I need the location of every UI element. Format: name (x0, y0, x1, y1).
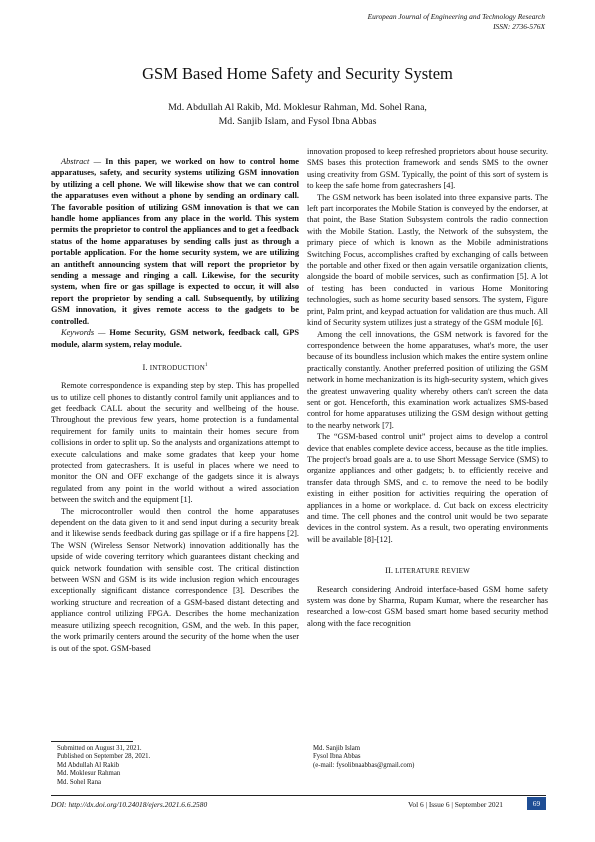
footnote-left (57, 745, 297, 787)
section-heading-literature-review (307, 565, 548, 577)
paper-title: GSM Based Home Safety and Security System (142, 64, 453, 83)
footnote-right (313, 745, 548, 770)
right-paragraph-2: The GSM network has been isolated into three expansive parts. The left part incorporates the Mobile Station is conveyed by the endorser, at that point, the Base Station Subsystem controls the radio connection with the Mobile Station. Lastly, the Network of the subsystem, the primary piece of which is known as the Mobile administrations Switching Focus, accomplishes crafted by exchanging of calls between the portable and other fixed or then again versatile organization clients, alongside the board of mobile services, such as confirmation [5]. A lot of testing has been conducted in various Home Monitoring technologies, such as home security based sensors. The system, Figure print, Palm print, and keypad actuation for validation are thus much. All kind of Security system utilizes just a strategy of the GSM module [6]. (307, 192, 548, 328)
section-title: INTRODUCTION (149, 363, 205, 372)
footnote-line: Fysol Ibna Abbas (313, 753, 361, 761)
section-numeral: II. (385, 565, 393, 576)
footer-rule (51, 795, 546, 796)
footnote-line: Md. Sohel Rana (57, 778, 101, 786)
keywords-text: Home Security, GSM network, feedback call, GPS module, alarm system, relay module. (51, 328, 299, 349)
right-column (307, 146, 548, 629)
footnote-line: (e-mail: fysolibnaabbas@gmail.com) (313, 761, 415, 769)
left-column (51, 156, 299, 654)
page-number-badge: 69 (527, 797, 546, 810)
intro-paragraph-1: Remote correspondence is expanding step by step. This has propelled us to utilize cell phones to distantly control family unit appliances and to get feedback CALL about the security and wellbeing of the house. Throughout the previous few years, home protection is a fundamental requirement for family units to maintain their homes secure from collisions in order to split up. So the analysts and organizations attempt to execute calculations and make some gradates that keep your home protected from gatecrashers. It is useful in places where we need to monitor the ON and OFF exchange of the gadgets since it is always regulated from any point in the world without a wired association between the switch and the equipment [1]. (51, 381, 299, 505)
authors-line-1: Md. Abdullah Al Rakib, Md. Moklesur Rahman, Md. Sohel Rana, (168, 102, 427, 113)
right-paragraph-1: innovation proposed to keep refreshed proprietors about house security. SMS bases this protection framework and sends SMS to the owner using creativity from GSM. Typically, the point of this sort of system is to keep the safe home from gatecrashers [4]. (307, 147, 548, 191)
right-paragraph-3: Among the cell innovations, the GSM network is favored for the correspondence between the home apparatuses, what's more, the user because of its boundless inclusion which makes the entire system online practically constantly. Another preferred position of utilizing the GSM network in home mechanization is its high-security system, which gives the greatest unwavering quality whereby others can't screen the data sent or got. Henceforth, this examination work actualizes SMS-based control for home apparatuses utilizing the GSM design without getting to the nearby network [7]. (307, 329, 548, 430)
footer-volume: Vol 6 | Issue 6 | September 2021 (408, 800, 503, 809)
intro-paragraph-2: The microcontroller would then control the home apparatuses dependent on the data given to it and send input during a security break and it likewise sends feedback during gas spillage or if a fire happens [2]. The WSN (Wireless Sensor Network) innovation additionally has the upside of wide covering territory which guarantees distant checking and quick network foundation with sensible cost. The critical distinction between WSN and GSM is its wide inclusion region which encourages exceptionally significant distance correspondence [3]. Describes the working structure and recreation of a GSM-based distant detecting and appliance control utilizing FPGA. Describes the home mechanization measure utilizing speech recognition, GSM, and the web. In this paper, the work primarily centers around the security of the home when the user is out of the spot. GSM-based (51, 506, 299, 653)
keywords-label: Keywords — (61, 328, 106, 338)
section-footnote-mark: 1 (204, 362, 208, 368)
section-title: LITERATURE REVIEW (395, 567, 470, 576)
abstract-label: Abstract — (61, 157, 101, 166)
footnote-line: Published on September 28, 2021. (57, 753, 151, 761)
footnote-line: Md. Moklesur Rahman (57, 770, 121, 778)
journal-issn: ISSN: 2736-576X (493, 21, 545, 31)
footnote-line: Md Abdullah Al Rakib (57, 761, 120, 769)
authors-line-2: Md. Sanjib Islam, and Fysol Ibna Abbas (218, 116, 377, 127)
section-numeral: I. (142, 361, 148, 372)
footer-doi[interactable]: DOI: http://dx.doi.org/10.24018/ejers.2021.6.6.2580 (51, 800, 208, 809)
right-paragraph-4: The “GSM-based control unit” project aims to develop a control device that enables complete device access, because as the title implies. The project's broad goals are a. to use Short Message Service (SMS) to organize appliances and other gadgets; b. to efficiently receive and transfer data through SMS, and c. to remove the need to be bodily existing in either position for activities requiring the operation of appliances in a home or workplace. d. Cut back on excess electricity and time. The cell phones and the control unit would be two separate devices in the control system. As a result, two operating environments will be available [8]-[12]. (307, 432, 548, 544)
literature-paragraph: Research considering Android interface-based GSM home safety system was done by Sharma, Rupam Kumar, where the researcher has researched a low-cost GSM based smart home based security method along with the face recognition (307, 584, 548, 628)
footnote-line: Submitted on August 31, 2021. (57, 745, 142, 752)
abstract-text: In this paper, we worked on how to control home apparatuses, safety, and security systems utilizing GSM innovation by utilizing a cell phone. We will likewise show that we can control the apparatuses even without a phone by sending an ordinary call. The favorable position of utilizing GSM innovation is that we can handle home appliances from any place in the world. This system permits the proprietor to control the appliances and to get a feedback status of the home apparatuses by sending calls just as through a portable application. For the home security system, we are utilizing an antitheft announcing system that will report the proprietor by sending a message and ringing a call. Likewise, for the security system, when fire or gas spillage is expected to occur, it will also report the proprietor by sending a call. Subsequently, by utilizing GSM innovation, it gives remote access to the gadgets to be controlled. (51, 157, 300, 326)
author-list (60, 101, 535, 129)
keywords (51, 327, 299, 350)
footnote-rule-left (51, 741, 133, 742)
abstract (51, 156, 299, 327)
journal-header (368, 12, 545, 31)
footnote-line: Md. Sanjib Islam (313, 745, 361, 752)
journal-name: European Journal of Engineering and Technology Research (367, 12, 545, 21)
section-heading-introduction (51, 360, 299, 374)
